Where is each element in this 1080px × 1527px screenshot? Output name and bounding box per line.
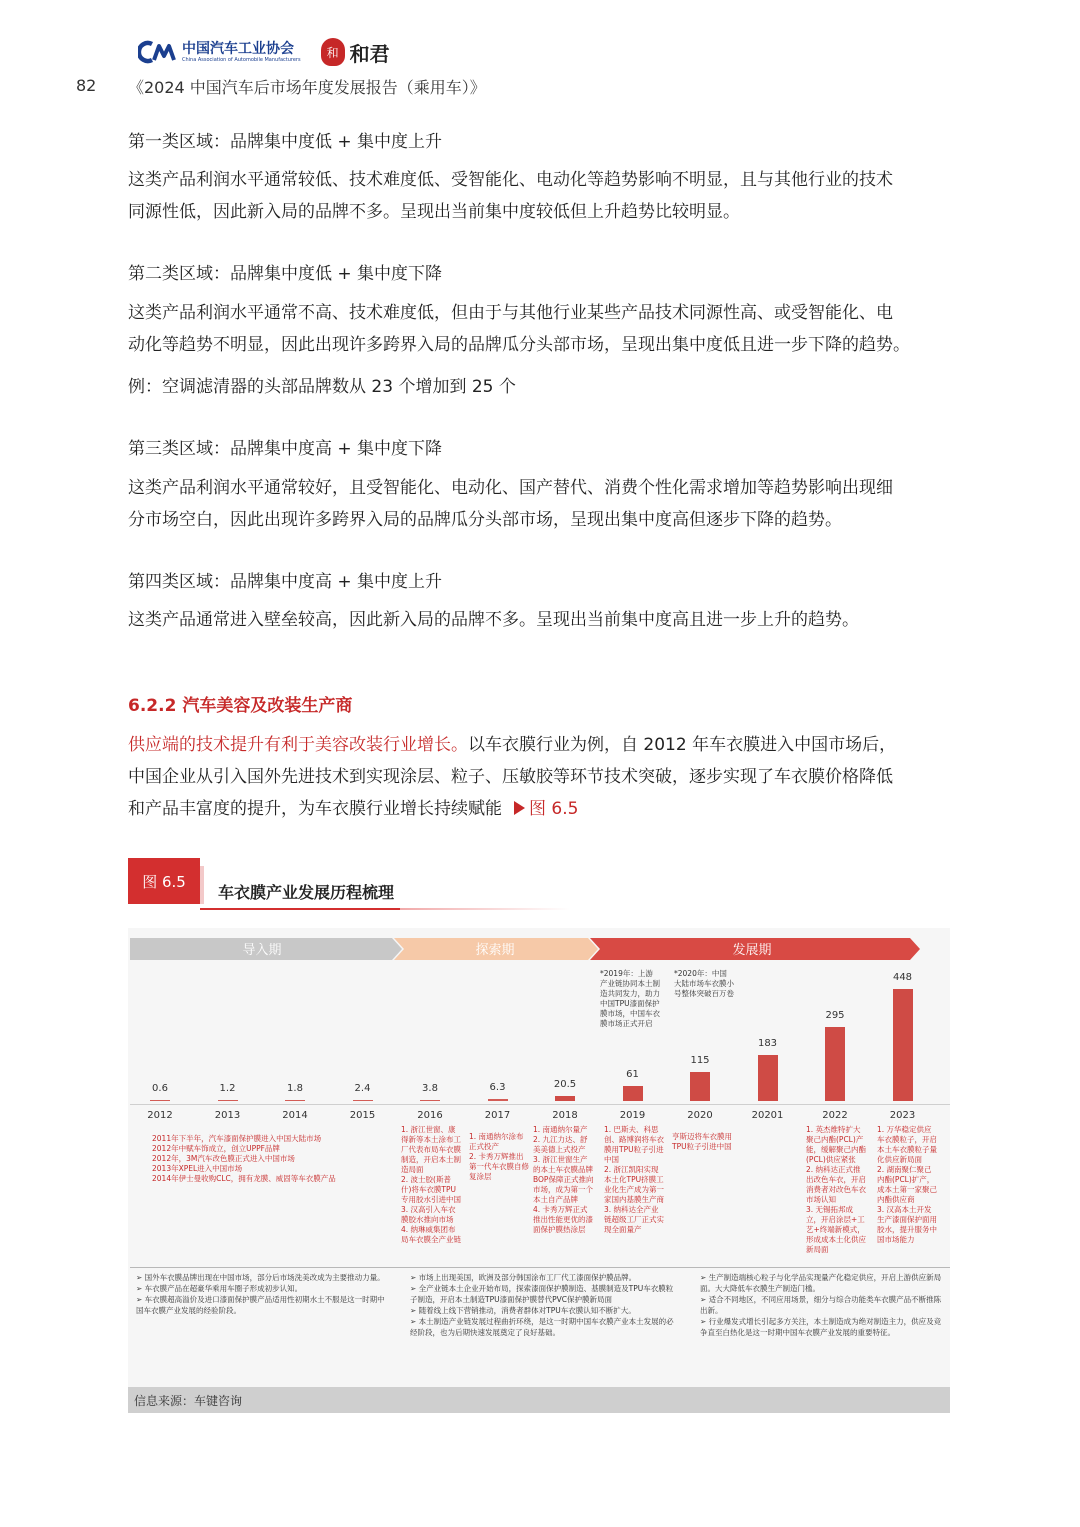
note-item: 2012年，3M汽车改色膜正式进入中国市场 xyxy=(152,1154,295,1163)
note-item: 4. 纳琳威集团布局车衣膜全产业链 xyxy=(401,1225,461,1244)
year-label: 2018 xyxy=(552,1110,578,1121)
bar-2020 xyxy=(690,1072,710,1101)
bar-2015 xyxy=(353,1100,373,1101)
bar-2013 xyxy=(218,1100,238,1101)
figure-title-underline xyxy=(200,908,400,910)
header-logos xyxy=(138,36,390,68)
value-label: 20.5 xyxy=(553,1078,577,1090)
value-label: 115 xyxy=(690,1055,710,1067)
section-line-1-rest: 以车衣膜行业为例，自 2012 年车衣膜进入中国市场后， xyxy=(468,735,897,755)
notes-2016 xyxy=(401,1125,461,1245)
category-2-line-2: 动化等趋势不明显，因此出现许多跨界入局的品牌瓜分头部市场，呈现出集中度低且进一步下降的趋势。 xyxy=(128,335,910,355)
bar-2014 xyxy=(285,1100,305,1101)
bar-2016 xyxy=(420,1100,440,1101)
value-label: 1.8 xyxy=(287,1083,303,1094)
value-label: 61 xyxy=(626,1068,639,1080)
category-3-line-2: 分市场空白，因此出现许多跨界入局的品牌瓜分头部市场，呈现出集中度高但逐步下降的趋势。 xyxy=(128,510,842,530)
note-item: 2. 纳科达正式推出改色车衣，开启消费者对改色车衣市场认知 xyxy=(806,1165,866,1204)
figure-tag: 图 6.5 xyxy=(128,858,200,904)
bar-2018 xyxy=(555,1096,575,1101)
note-item: 2. 浙江凯阳实现本土化TPU挤膜工业化生产成为第一家国内基膜生产商 xyxy=(604,1165,664,1204)
note-item: 2013年XPEL进入中国市场 xyxy=(152,1164,243,1173)
section-title: 6.2.2 汽车美容及改装生产商 xyxy=(128,696,353,716)
summary-item: ➢ 市场上出现美国，欧洲及部分韩国涂布工厂代工漆面保护膜品牌。 xyxy=(410,1273,637,1282)
report-title: 《2024 中国汽车后市场年度发展报告（乘用车）》 xyxy=(128,78,486,97)
phase-label-intro: 导入期 xyxy=(242,943,282,958)
year-label: 2016 xyxy=(417,1110,443,1121)
notes-2019 xyxy=(604,1125,666,1235)
year-label: 2020 xyxy=(687,1110,713,1121)
note-2019: *2019年：上游产业链协同本土制造共同发力，助力中国TPU漆面保护膜市场，中国车衣膜市场正式开启 xyxy=(600,969,660,1028)
summary-item: ➢ 车衣膜产品在超豪华乘用车圈子形成初步认知。 xyxy=(136,1284,303,1293)
timeline-axis xyxy=(130,1104,950,1105)
year-label: 2023 xyxy=(889,1110,916,1121)
summary-item: ➢ 全产业链本土企业开始布局，探索漆面保护膜制造、基膜制造及TPU车衣膜粒子制造，开启本土制造TPU漆面保护膜替代PVC保护膜新局面 xyxy=(410,1284,674,1304)
section-highlight: 供应端的技术提升有利于美容改装行业增长。 xyxy=(128,735,468,755)
year-label: 2012 xyxy=(147,1110,173,1121)
note-item: 1. 南通纳尔涂布正式投产 xyxy=(469,1132,524,1151)
section-line-3 xyxy=(128,793,954,825)
value-label: 1.2 xyxy=(219,1083,236,1094)
category-1-line-2: 同源性低，因此新入局的品牌不多。呈现出当前集中度较低但上升趋势比较明显。 xyxy=(128,202,740,222)
figure-source: 信息来源：车键咨询 xyxy=(128,1387,950,1413)
summary-intro xyxy=(136,1272,386,1316)
section-line-1 xyxy=(128,729,954,761)
year-label: 20201 xyxy=(751,1110,784,1121)
phase-arrows xyxy=(130,938,920,960)
notes-2018 xyxy=(533,1125,595,1235)
category-2-example: 例：空调滤清器的头部品牌数从 23 个增加到 25 个 xyxy=(128,377,516,397)
year-label: 2014 xyxy=(282,1110,308,1121)
note-item: 1. 英杰维特扩大聚己内酯(PCL)产能，缓解聚己内酯(PCL)供应紧张 xyxy=(806,1125,866,1164)
section-line-2: 中国企业从引入国外先进技术到实现涂层、粒子、压敏胶等环节技术突破，逐步实现了车衣膜价格降低 xyxy=(128,767,893,787)
note-2020: *2020年：中国大陆市场车衣膜小号整体突破百万卷 xyxy=(674,969,734,998)
bar-20201 xyxy=(758,1055,778,1101)
category-2-title: 第二类区域：品牌集中度低 + 集中度下降 xyxy=(128,264,443,284)
value-label: 3.8 xyxy=(422,1083,438,1094)
note-item: 2. 卡秀万辉推出第一代车衣膜自修复涂层 xyxy=(469,1152,529,1181)
bar-2017 xyxy=(488,1099,508,1101)
note-item: 2. 九江力达、舒美美德上式投产 xyxy=(533,1135,588,1154)
figure-arrow-icon xyxy=(514,801,525,815)
category-4-title: 第四类区域：品牌集中度高 + 集中度上升 xyxy=(128,572,443,592)
notes-2020 xyxy=(672,1132,734,1152)
value-label: 0.6 xyxy=(152,1083,168,1094)
value-label: 6.3 xyxy=(489,1082,506,1094)
note-item: 1. 万华稳定供应车衣膜粒子，开启本土车衣膜粒子量化供应新局面 xyxy=(877,1125,937,1164)
value-label: 448 xyxy=(892,972,913,983)
note-item: 3. 汉高引入车衣膜胶水推向市场 xyxy=(401,1205,456,1224)
figure-title: 车衣膜产业发展历程梳理 xyxy=(218,883,395,902)
summary-item: ➢ 行业爆发式增长引起多方关注，本土制造成为绝对制造主力，供应及竞争直至白热化是这一时期中国车衣膜产业发展的重要特征。 xyxy=(700,1317,942,1337)
hejun-seal-logo: 和 xyxy=(321,38,345,66)
note-item: 1. 浙江世窗、康得新等本土涂布工厂代表布局车衣膜制造，开启本土制造局面 xyxy=(401,1125,461,1174)
summary-item: ➢ 生产制造端核心粒子与化学品实现量产化稳定供应，开启上游供应新局面。大大降低车衣膜生产制造门槛。 xyxy=(700,1273,942,1293)
category-3-line-1: 这类产品利润水平通常较好，且受智能化、电动化、国产替代、消费个性化需求增加等趋势影响出现细 xyxy=(128,478,893,498)
year-label: 2022 xyxy=(822,1110,848,1121)
section-line-3-text: 和产品丰富度的提升，为车衣膜行业增长持续赋能 xyxy=(128,799,502,819)
note-item: 3. 无锡拓邦成立，开启涂层+工艺+终端新模式，形成成本土化供应新局面 xyxy=(806,1205,866,1254)
phase-label-explore: 探索期 xyxy=(475,943,515,958)
bar-2019 xyxy=(623,1086,643,1101)
value-label: 183 xyxy=(757,1038,778,1050)
summary-divider xyxy=(130,1267,950,1268)
summary-explore xyxy=(410,1272,680,1338)
note-item: 4. 卡秀万辉正式推出性能更优的漆面保护膜热涂层 xyxy=(533,1205,593,1234)
bar-2012 xyxy=(150,1100,170,1101)
note-item: 3. 浙江世窗生产的本土车衣膜品牌BOP保障正式推向市场，成为第一个本土自产品牌 xyxy=(533,1155,594,1204)
note-item: 2. 波士胶(斯普什)将车衣膜TPU专用胶水引进中国 xyxy=(401,1175,461,1204)
year-label: 2015 xyxy=(349,1110,376,1121)
summary-develop xyxy=(700,1272,945,1338)
bar-2022 xyxy=(825,1027,845,1101)
org-name-en: China Association of Automobile Manufacturers xyxy=(182,56,301,63)
category-4-line-1: 这类产品通常进入壁垒较高，因此新入局的品牌不多。呈现出当前集中度高且进一步上升的趋势。 xyxy=(128,610,859,630)
note-item: 1. 南通纳尔量产 xyxy=(533,1125,588,1134)
note-item: 3. 汉高本土开发生产漆面保护面用胶水，提升服务中国市场能力 xyxy=(877,1205,937,1244)
notes-2017 xyxy=(469,1132,529,1182)
year-label: 2019 xyxy=(619,1110,646,1121)
phase-label-develop: 发展期 xyxy=(732,943,772,958)
note-item: 2014年伊士曼收购CLC，拥有龙膜、威固等车衣膜产品 xyxy=(152,1174,336,1183)
summary-item: ➢ 国外车衣膜品牌出现在中国市场，部分后市场洗美改成为主要推动力量。 xyxy=(136,1273,385,1282)
summary-item: ➢ 车衣膜超高溢价及进口漆面保护膜产品适用性初期水土不服是这一时期中国车衣膜产业发展的经验阶段。 xyxy=(136,1295,385,1315)
note-item: 2011年下半年，汽车漆面保护膜进入中国大陆市场 xyxy=(152,1134,322,1143)
hejun-brand-name: 和君 xyxy=(349,41,390,66)
page-number: 82 xyxy=(76,76,97,95)
value-label: 295 xyxy=(825,1010,845,1022)
caam-logo-icon xyxy=(138,40,176,64)
notes-2022 xyxy=(806,1125,868,1255)
category-3-title: 第三类区域：品牌集中度高 + 集中度下降 xyxy=(128,439,443,459)
notes-2012-2015 xyxy=(152,1134,377,1184)
org-name-cn: 中国汽车工业协会 xyxy=(182,40,294,57)
bar-2023 xyxy=(893,989,913,1101)
category-1-title: 第一类区域：品牌集中度低 + 集中度上升 xyxy=(128,132,443,152)
summary-item: ➢ 适合不同地区，不同应用场景，细分与综合功能类车衣膜产品不断推陈出新。 xyxy=(700,1295,942,1315)
note-item: 1. 巴斯夫、科思创、路博润将车衣膜用TPU粒子引进中国 xyxy=(604,1125,664,1164)
notes-2023 xyxy=(877,1125,939,1245)
note-item: 3. 纳科达全产业链超级工厂正式实现全面量产 xyxy=(604,1205,664,1234)
summary-item: ➢ 本土制造产业链发展过程曲折环绕，是这一时期中国车衣膜产业本土发展的必经阶段，也为后期快速发展奠定了良好基础。 xyxy=(410,1317,674,1337)
value-label: 2.4 xyxy=(354,1083,371,1094)
category-2-line-1: 这类产品利润水平通常不高、技术难度低，但由于与其他行业某些产品技术同源性高、或受智能化、电 xyxy=(128,303,893,323)
figure-reference-link[interactable]: 图 6.5 xyxy=(529,799,579,819)
summary-item: ➢ 随着线上线下营销推动，消费者群体对TPU车衣膜认知不断扩大。 xyxy=(410,1306,636,1315)
note-item: 2012年中赋车饰成立，创立UPPF品牌 xyxy=(152,1144,280,1153)
category-1-line-1: 这类产品利润水平通常较低、技术难度低、受智能化、电动化等趋势影响不明显，且与其他行业的技术 xyxy=(128,170,893,190)
note-item: 亨斯迈将车衣膜用TPU粒子引进中国 xyxy=(672,1132,732,1151)
year-label: 2013 xyxy=(214,1110,241,1121)
note-item: 2. 湖南聚仁聚己内酯(PCL)扩产，成本土第一家聚己内酯供应商 xyxy=(877,1165,937,1204)
year-label: 2017 xyxy=(484,1110,511,1121)
figure-title-underline-fade xyxy=(400,908,570,910)
